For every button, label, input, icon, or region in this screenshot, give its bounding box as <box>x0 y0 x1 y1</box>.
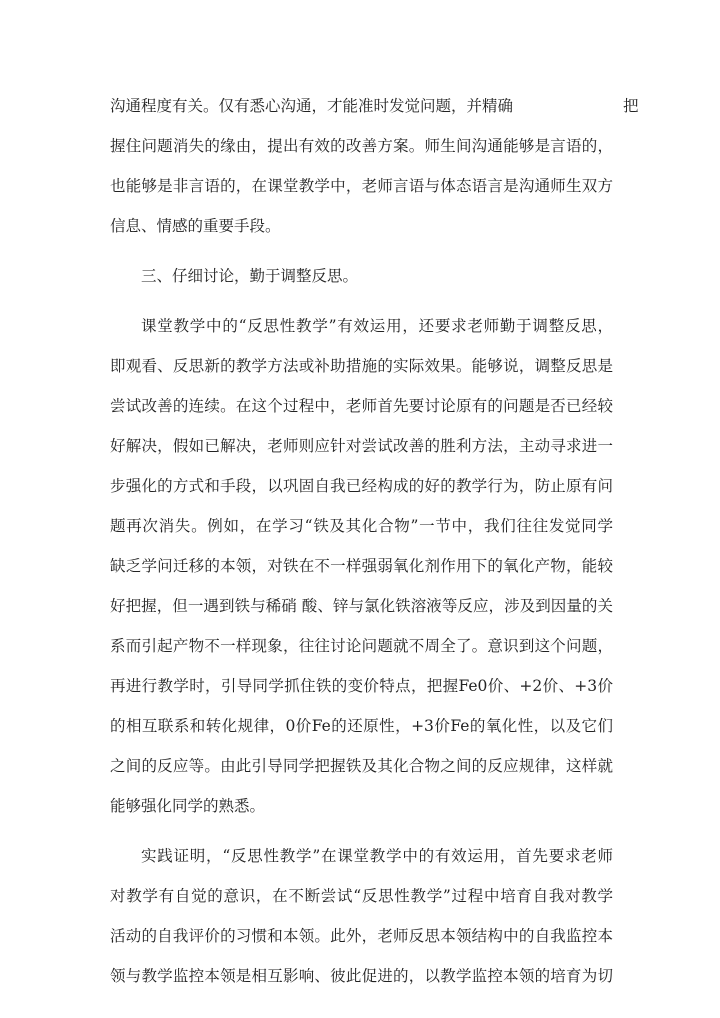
text-line: 课堂教学中的“反思性教学”有效运用，还要求老师勤于调整反思， <box>141 317 613 335</box>
heading-line: 三、仔细讨论，勤于调整反思。 <box>141 267 359 285</box>
text-line: 的相互联系和转化规律，0价Fe的还原性，+3价Fe的氧化性，以及它们 <box>110 717 613 735</box>
section-heading <box>110 260 613 300</box>
paragraph-communication <box>110 90 639 250</box>
text-line: 对教学有自觉的意识，在不断尝试“反思性教学”过程中培育自我对教学 <box>110 887 613 905</box>
paragraph-practice <box>110 840 613 1000</box>
line-text: 沟通程度有关。仅有悉心沟通，才能准时发觉问题，并精确 <box>110 97 514 115</box>
text-line: 领与教学监控本领是相互影响、彼此促进的，以教学监控本领的培育为切 <box>110 967 613 985</box>
text-line: 步强化的方式和手段，以巩固自我已经构成的好的教学行为，防止原有问 <box>110 477 613 495</box>
paragraph-spacer <box>110 300 613 310</box>
paragraph-spacer <box>110 250 613 260</box>
text-line: 也能够是非言语的，在课堂教学中，老师言语与体态语言是沟通师生双方 <box>110 177 613 195</box>
line-tail: 把 <box>623 97 639 115</box>
text-line: 尝试改善的连续。在这个过程中，老师首先要讨论原有的问题是否已经较 <box>110 397 613 415</box>
text-line: 系而引起产物不一样现象，往往讨论问题就不周全了。意识到这个问题， <box>110 637 613 655</box>
text-line: 信息、情感的重要手段。 <box>110 217 281 235</box>
body-text <box>110 90 639 1000</box>
paragraph-spacer <box>110 830 613 840</box>
text-line: 好解决，假如已解决，老师则应针对尝试改善的胜利方法，主动寻求进一 <box>110 437 613 455</box>
paragraph-reflection <box>110 310 613 830</box>
text-line: 活动的自我评价的习惯和本领。此外，老师反思本领结构中的自我监控本 <box>110 927 613 945</box>
text-line: 之间的反应等。由此引导同学把握铁及其化合物之间的反应规律，这样就 <box>110 757 613 775</box>
text-line <box>110 90 639 130</box>
text-line: 题再次消失。例如，在学习“铁及其化合物”一节中，我们往往发觉同学 <box>110 517 613 535</box>
text-line: 再进行教学时，引导同学抓住铁的变价特点，把握Fe0价、+2价、+3价 <box>110 677 613 695</box>
text-line: 实践证明，“反思性教学”在课堂教学中的有效运用，首先要求老师 <box>141 847 613 865</box>
text-line: 好把握，但一遇到铁与稀硝 酸、锌与氯化铁溶液等反应，涉及到因量的关 <box>110 597 613 615</box>
text-line: 即观看、反思新的教学方法或补助措施的实际效果。能够说，调整反思是 <box>110 357 613 375</box>
text-line: 缺乏学问迁移的本领，对铁在不一样强弱氧化剂作用下的氧化产物，能较 <box>110 557 613 575</box>
text-line: 握住问题消失的缘由，提出有效的改善方案。师生间沟通能够是言语的， <box>110 137 613 155</box>
text-line: 能够强化同学的熟悉。 <box>110 797 266 815</box>
